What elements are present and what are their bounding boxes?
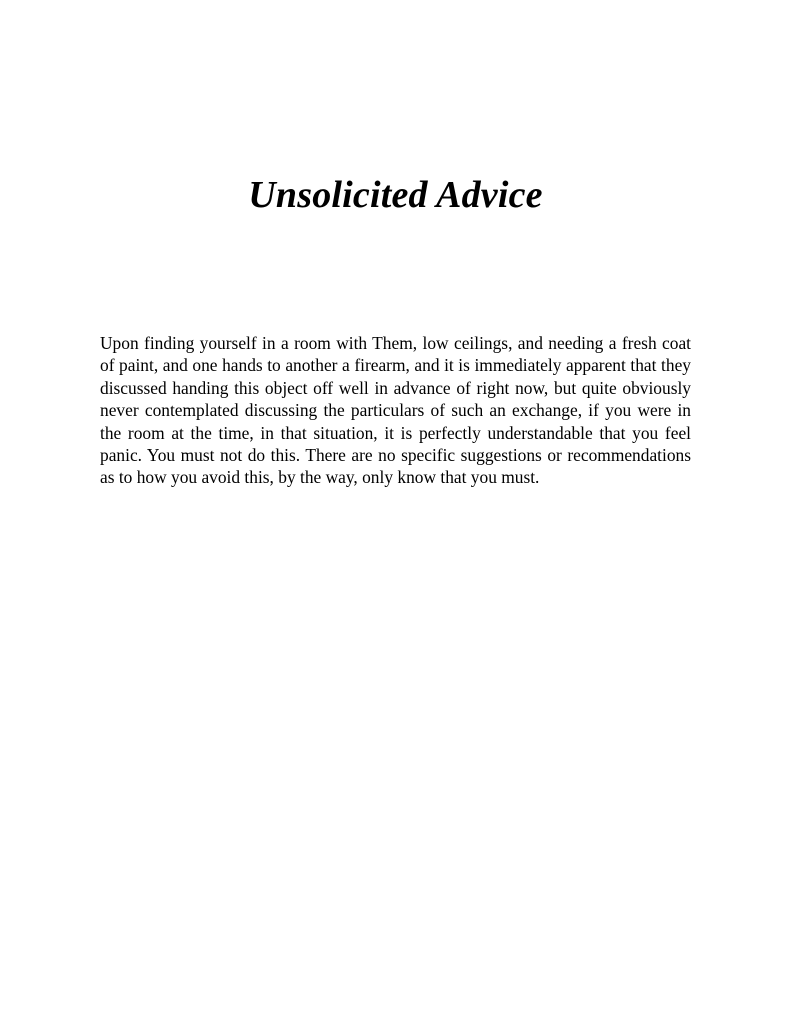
body-paragraph: Upon finding yourself in a room with Them, low ceilings, and needing a fresh coat of paint, and one hands to another a firearm, and it is immediately apparent that they discussed handing this object off well in advance of right now, but quite obviously never contemplated discussing the particulars of such an exchange, if you were in the room at the time, in that situation, it is perfectly understandable that you feel panic. You must not do this. There are no specific suggestions or recommendations as to how you avoid this, by the way, only know that you must. bbox=[100, 333, 691, 488]
document-title: Unsolicited Advice bbox=[248, 174, 543, 216]
